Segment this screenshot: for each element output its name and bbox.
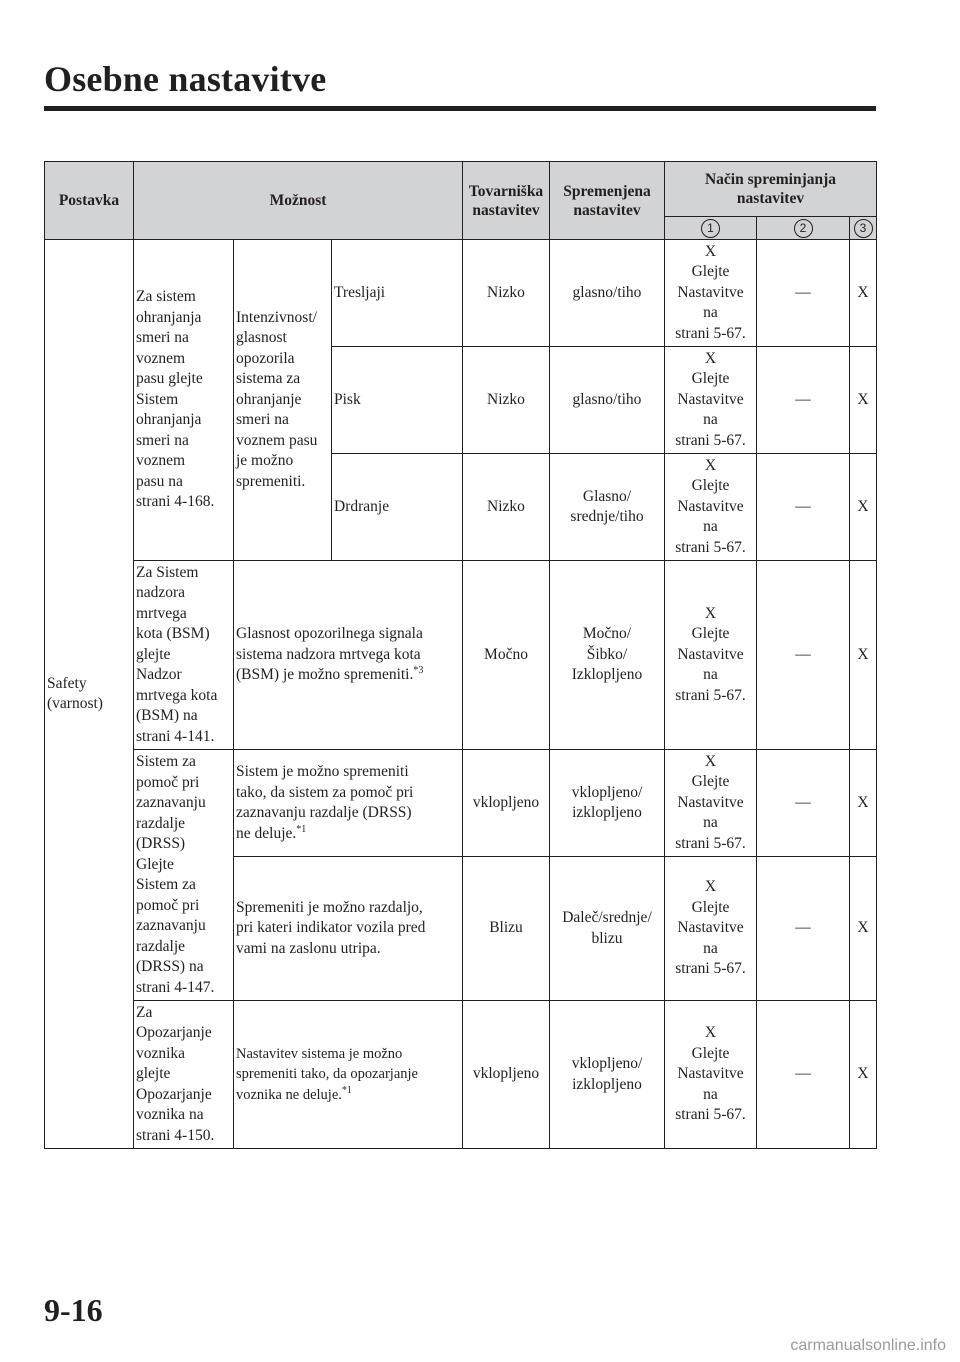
- footnote-mark: *3: [413, 665, 424, 677]
- cell-sub-option: Tresljaji: [332, 240, 463, 347]
- cell-daa-desc: Za Opozarjanje voznika glejte Opozarjanje voznika na strani 4-150.: [134, 1001, 234, 1149]
- watermark: carmanualsonline.info: [790, 1337, 946, 1354]
- cell-method-3: X: [850, 857, 877, 1001]
- header-postavka: Postavka: [45, 162, 134, 240]
- cell-factory: Nizko: [463, 347, 550, 454]
- cell-factory: vklopljeno: [463, 1001, 550, 1149]
- cell-changed: Daleč/srednje/ blizu: [550, 857, 665, 1001]
- footnote-mark: *1: [296, 823, 307, 835]
- cell-method-1: X Glejte Nastavitve na strani 5-67.: [665, 347, 757, 454]
- header-method-3: [850, 217, 877, 240]
- cell-sub-option: Pisk: [332, 347, 463, 454]
- cell-changed: glasno/tiho: [550, 240, 665, 347]
- cell-method-1: X Glejte Nastavitve na strani 5-67.: [665, 240, 757, 347]
- circle-1-icon: 1: [701, 219, 720, 238]
- cell-method-1: X Glejte Nastavitve na strani 5-67.: [665, 1001, 757, 1149]
- cell-method-1: X Glejte Nastavitve na strani 5-67.: [665, 750, 757, 857]
- cell-bsm-option: [234, 561, 463, 750]
- cell-changed: vklopljeno/ izklopljeno: [550, 750, 665, 857]
- table-row: [45, 750, 877, 857]
- settings-table: [44, 161, 877, 1149]
- header-moznost: Možnost: [134, 162, 463, 240]
- cell-method-1: X Glejte Nastavitve na strani 5-67.: [665, 454, 757, 561]
- cell-method-3: X: [850, 454, 877, 561]
- cell-lka-option: Intenzivnost/ glasnost opozorila sistema za ohranjanje smeri na voznem pasu je možno spremeniti.: [234, 240, 332, 561]
- cell-drss-option-2: Spremeniti je možno razdaljo, pri kateri indikator vozila pred vami na zaslonu utripa.: [234, 857, 463, 1001]
- header-method-2: [757, 217, 850, 240]
- cell-changed: vklopljeno/ izklopljeno: [550, 1001, 665, 1149]
- cell-factory: Močno: [463, 561, 550, 750]
- cell-method-3: X: [850, 347, 877, 454]
- cell-method-3: X: [850, 240, 877, 347]
- footnote-mark: *1: [341, 1084, 352, 1096]
- cell-sub-option: Drdranje: [332, 454, 463, 561]
- header-tovarniska: Tovarniška nastavitev: [463, 162, 550, 240]
- header-method-1: [665, 217, 757, 240]
- cell-method-2: —: [757, 1001, 850, 1149]
- cell-method-3: X: [850, 1001, 877, 1149]
- cell-changed: Močno/ Šibko/ Izklopljeno: [550, 561, 665, 750]
- cell-postavka: Safety (varnost): [45, 240, 134, 1149]
- page-number: 9-16: [44, 1292, 103, 1328]
- cell-bsm-desc: Za Sistem nadzora mrtvega kota (BSM) glejte Nadzor mrtvega kota (BSM) na strani 4-141.: [134, 561, 234, 750]
- page-title: Osebne nastavitve: [44, 59, 327, 99]
- title-rule: [44, 106, 876, 111]
- cell-method-2: —: [757, 454, 850, 561]
- cell-method-2: —: [757, 240, 850, 347]
- table-row: [45, 1001, 877, 1149]
- circle-3-icon: 3: [854, 219, 873, 238]
- header-row: [45, 162, 877, 217]
- cell-method-3: X: [850, 561, 877, 750]
- circle-2-icon: 2: [794, 219, 813, 238]
- cell-changed: Glasno/ srednje/tiho: [550, 454, 665, 561]
- table-row: [45, 240, 877, 347]
- header-spremenjena: Spremenjena nastavitev: [550, 162, 665, 240]
- cell-drss-desc: Sistem za pomoč pri zaznavanju razdalje (DRSS) Glejte Sistem za pomoč pri zaznavanju razdalje (DRSS) na strani 4-147.: [134, 750, 234, 1001]
- daa-option-text: Nastavitev sistema je možno spremeniti tako, da opozarjanje voznika ne deluje.: [236, 1045, 418, 1103]
- cell-factory: vklopljeno: [463, 750, 550, 857]
- cell-factory: Nizko: [463, 240, 550, 347]
- cell-method-1: X Glejte Nastavitve na strani 5-67.: [665, 561, 757, 750]
- settings-table-wrapper: [44, 161, 876, 1149]
- cell-method-3: X: [850, 750, 877, 857]
- cell-drss-option: [234, 750, 463, 857]
- header-nacin: Način spreminjanja nastavitev: [665, 162, 877, 217]
- cell-daa-option: [234, 1001, 463, 1149]
- cell-method-2: —: [757, 561, 850, 750]
- cell-method-1: X Glejte Nastavitve na strani 5-67.: [665, 857, 757, 1001]
- cell-factory: Blizu: [463, 857, 550, 1001]
- cell-method-2: —: [757, 347, 850, 454]
- cell-factory: Nizko: [463, 454, 550, 561]
- cell-lka-desc: Za sistem ohranjanja smeri na voznem pasu glejte Sistem ohranjanja smeri na voznem pasu na strani 4-168.: [134, 240, 234, 561]
- cell-method-2: —: [757, 750, 850, 857]
- cell-method-2: —: [757, 857, 850, 1001]
- cell-changed: glasno/tiho: [550, 347, 665, 454]
- table-row: [45, 561, 877, 750]
- bsm-option-text: Glasnost opozorilnega signala sistema nadzora mrtvega kota (BSM) je možno spremeniti.: [236, 625, 423, 684]
- drss-option-text: Sistem je možno spremeniti tako, da sistem za pomoč pri zaznavanju razdalje (DRSS) ne deluje.: [236, 763, 414, 842]
